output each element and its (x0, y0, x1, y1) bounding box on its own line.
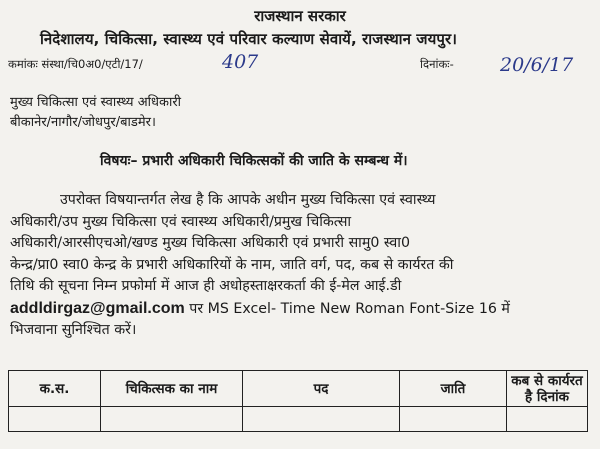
government-heading: राजस्थान सरकार (254, 7, 346, 25)
email-line (10, 298, 585, 321)
proforma-table (8, 370, 588, 432)
handwritten-date: 20/6/17 (500, 54, 574, 76)
table-cell (9, 407, 101, 432)
body-paragraph (10, 190, 585, 342)
table-cell (101, 407, 243, 432)
reference-label: कमांकः संस्था/चि0अ0/एटी/17/ (8, 57, 143, 71)
body-line: अधिकारी/उप मुख्य चिकित्सा एवं स्वास्थ्य अधिकारी/प्रमुख चिकित्सा (10, 213, 352, 230)
addressee-line-1: मुख्य चिकित्सा एवं स्वास्थ्य अधिकारी (10, 95, 182, 110)
column-header-serial: क.स. (9, 371, 101, 407)
department-heading: निदेशालय, चिकित्सा, स्वास्थ्य एवं परिवार कल्याण सेवायें, राजस्थान जयपुर। (40, 30, 458, 48)
body-line: अधिकारी/आरसीएचओ/खण्ड मुख्य चिकित्सा अधिकारी एवं प्रभारी सामु0 स्वा0 (10, 235, 410, 251)
table-cell (243, 407, 400, 432)
date-label: दिनांकः- (420, 57, 454, 71)
body-line: केन्द्र/प्रा0 स्वा0 केन्द्र के प्रभारी अधिकारियों के नाम, जाति वर्ग, पद, कब से कार्यरत की (10, 256, 454, 273)
column-header-working-since: कब से कार्यरत है दिनांक (507, 371, 588, 407)
addressee-line-2: बीकानेर/नागौर/जोधपुर/बाडमेर। (10, 115, 156, 130)
column-header-post: पद (243, 371, 400, 407)
subject-line: विषयः– प्रभारी अधिकारी चिकित्सकों की जाति के सम्बन्ध में। (100, 153, 408, 169)
body-line: तिथि की सूचना निम्न प्रफोर्मा में आज ही अधोहस्ताक्षरकर्ता की ई-मेल आई.डी (10, 278, 402, 294)
column-header-doctor-name: चिकित्सक का नाम (101, 371, 243, 407)
table-cell (400, 407, 507, 432)
table-row (9, 407, 588, 432)
table-cell (507, 407, 588, 432)
email-address[interactable]: addldirgaz@gmail.com (10, 299, 185, 317)
email-instructions: पर MS Excel- Time New Roman Font-Size 16 में (189, 300, 510, 317)
table-header-row (9, 371, 588, 407)
body-last-line: भिजवाना सुनिश्चित करें। (10, 322, 137, 338)
body-line: उपरोक्त विषयान्तर्गत लेख है कि आपके अधीन मुख्य चिकित्सा एवं स्वास्थ्य (60, 192, 436, 208)
column-header-caste: जाति (400, 371, 507, 407)
handwritten-reference-number: 407 (222, 51, 259, 73)
